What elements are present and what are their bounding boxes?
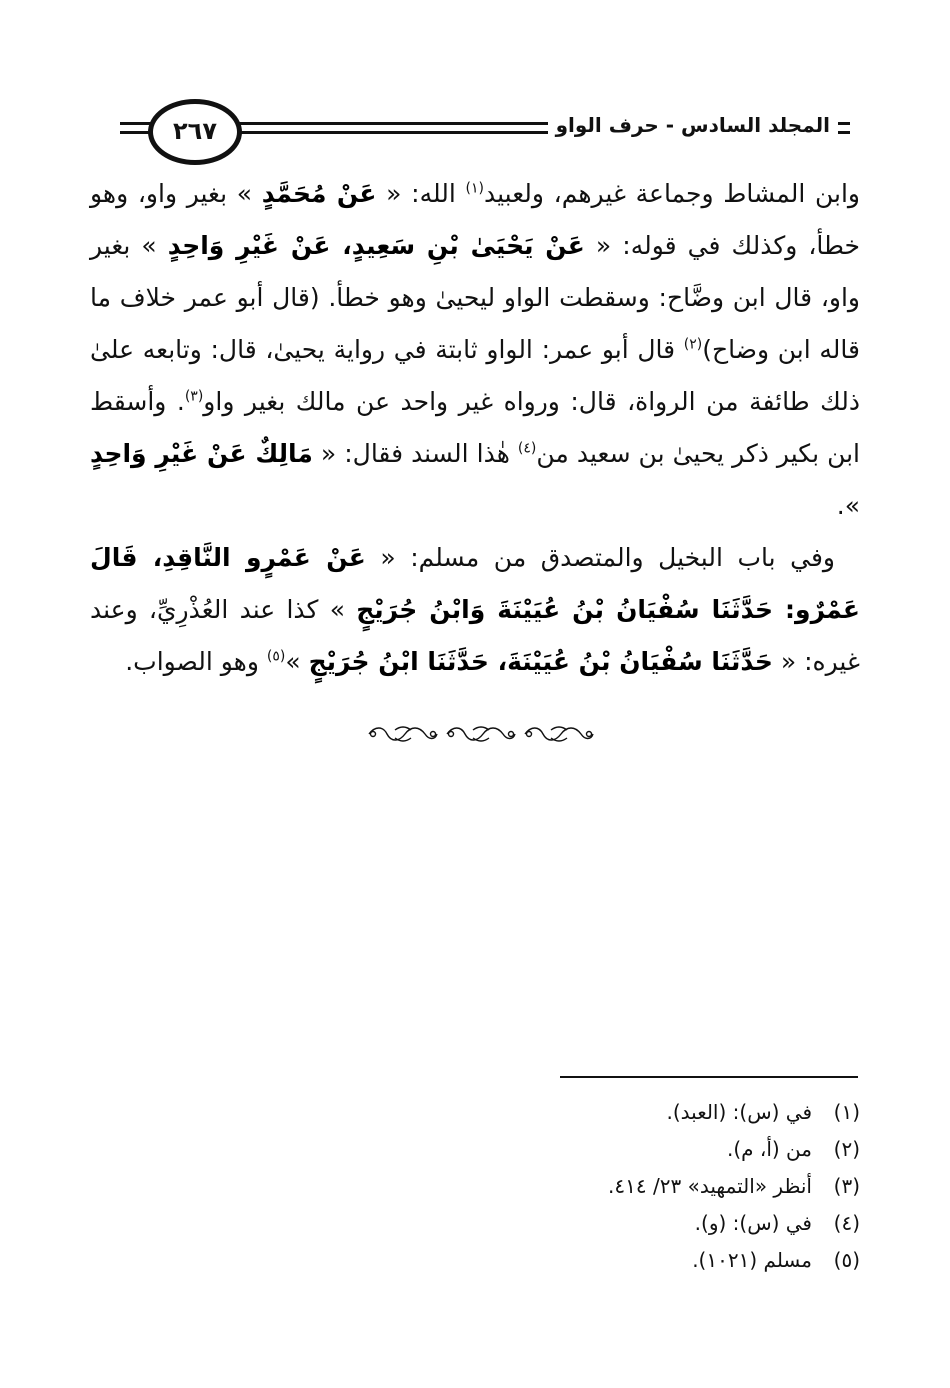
ornament-motif <box>525 727 593 741</box>
footnote-ref-2: (٢) <box>683 336 703 353</box>
footnote-text: من (أ، م). <box>726 1137 812 1161</box>
footnote-number: (١) <box>833 1100 860 1124</box>
footnote-text: في (س): (و). <box>694 1211 812 1235</box>
footnotes <box>300 1094 860 1279</box>
ornament-motif <box>447 727 515 741</box>
ornament-motif <box>369 727 437 741</box>
footnote-item <box>300 1094 860 1131</box>
footnote-number: (٢) <box>833 1137 860 1161</box>
paragraph-2 <box>90 532 860 688</box>
main-text <box>90 168 860 688</box>
footnote-ref-4: (٤) <box>517 440 537 457</box>
hadith-quote: عَنْ عَمْرٍو النَّاقِدِ، قَالَ عَمْرٌو: حَدَّثَنَا سُفْيَانُ بْنُ عُيَيْنَةَ وَابْنُ جُرَيْجٍ <box>90 543 860 624</box>
text-run: » بغير واو، وهو خطأ، وكذلك في قوله: « <box>90 179 861 260</box>
text-run: وهو الصواب. <box>125 647 267 676</box>
footnote-item <box>300 1131 860 1168</box>
footnote-text: أنظر «التمهيد» ٢٣/ ٤١٤. <box>608 1174 812 1198</box>
footnote-text: مسلم (١٠٢١). <box>692 1248 812 1272</box>
footnote-item <box>300 1205 860 1242</box>
text-run: قال أبو عمر: الواو ثابتة في رواية يحيىٰ، قال: وتابعه علىٰ ذلك طائفة من الرواة، قال: ورواه غير واحد عن مالك بغير واو <box>90 335 860 416</box>
footnote-number: (٣) <box>833 1174 860 1198</box>
hadith-quote: حَدَّثَنَا سُفْيَانُ بْنُ عُيَيْنَةَ، حَدَّثَنَا ابْنُ جُرَيْجٍ <box>308 647 773 676</box>
text-run: وفي باب البخيل والمتصدق من مسلم: « <box>365 543 836 572</box>
page-number-oval <box>148 99 242 165</box>
running-header-title: المجلد السادس - حرف الواو <box>548 107 838 143</box>
footnote-text: في (س): (العبد). <box>666 1100 812 1124</box>
text-run: ». <box>836 491 860 520</box>
text-run: هٰذا السند فقال: « <box>312 439 518 468</box>
hadith-quote: مَالِكٌ عَنْ غَيْرِ وَاحِدٍ <box>90 439 313 468</box>
footnote-ref-3: (٣) <box>184 388 204 405</box>
page-number: ٢٦٧ <box>173 117 217 145</box>
text-run: » <box>285 647 309 676</box>
footnote-separator <box>560 1076 858 1078</box>
footnote-number: (٤) <box>833 1211 860 1235</box>
text-run: الله: « <box>376 179 466 208</box>
footnote-item <box>300 1168 860 1205</box>
footnote-item <box>300 1242 860 1279</box>
paragraph-1 <box>90 168 860 532</box>
hadith-quote: عَنْ يَحْيَىٰ بْنِ سَعِيدٍ، عَنْ غَيْرِ وَاحِدٍ <box>167 231 585 260</box>
text-run: وابن المشاط وجماعة غيرهم، ولعبيد <box>484 179 861 208</box>
footnote-number: (٥) <box>833 1248 860 1272</box>
text-run: » بغير واو، قال ابن وضَّاح: وسقطت الواو ليحيىٰ وهو خطأ. (قال أبو عمر خلاف ما قاله ابن وضاح) <box>90 231 860 364</box>
hadith-quote: عَنْ مُحَمَّدٍ <box>261 179 377 208</box>
footnote-ref-5: (٥) <box>266 648 286 665</box>
footnote-ref-1: (١) <box>465 180 484 197</box>
section-divider-ornament <box>365 722 597 746</box>
text-run: » كذا عند العُذْرِيِّ، وعند غيره: « <box>90 595 860 676</box>
text-run: . وأسقط ابن بكير ذكر يحيىٰ بن سعيد من <box>90 387 861 468</box>
